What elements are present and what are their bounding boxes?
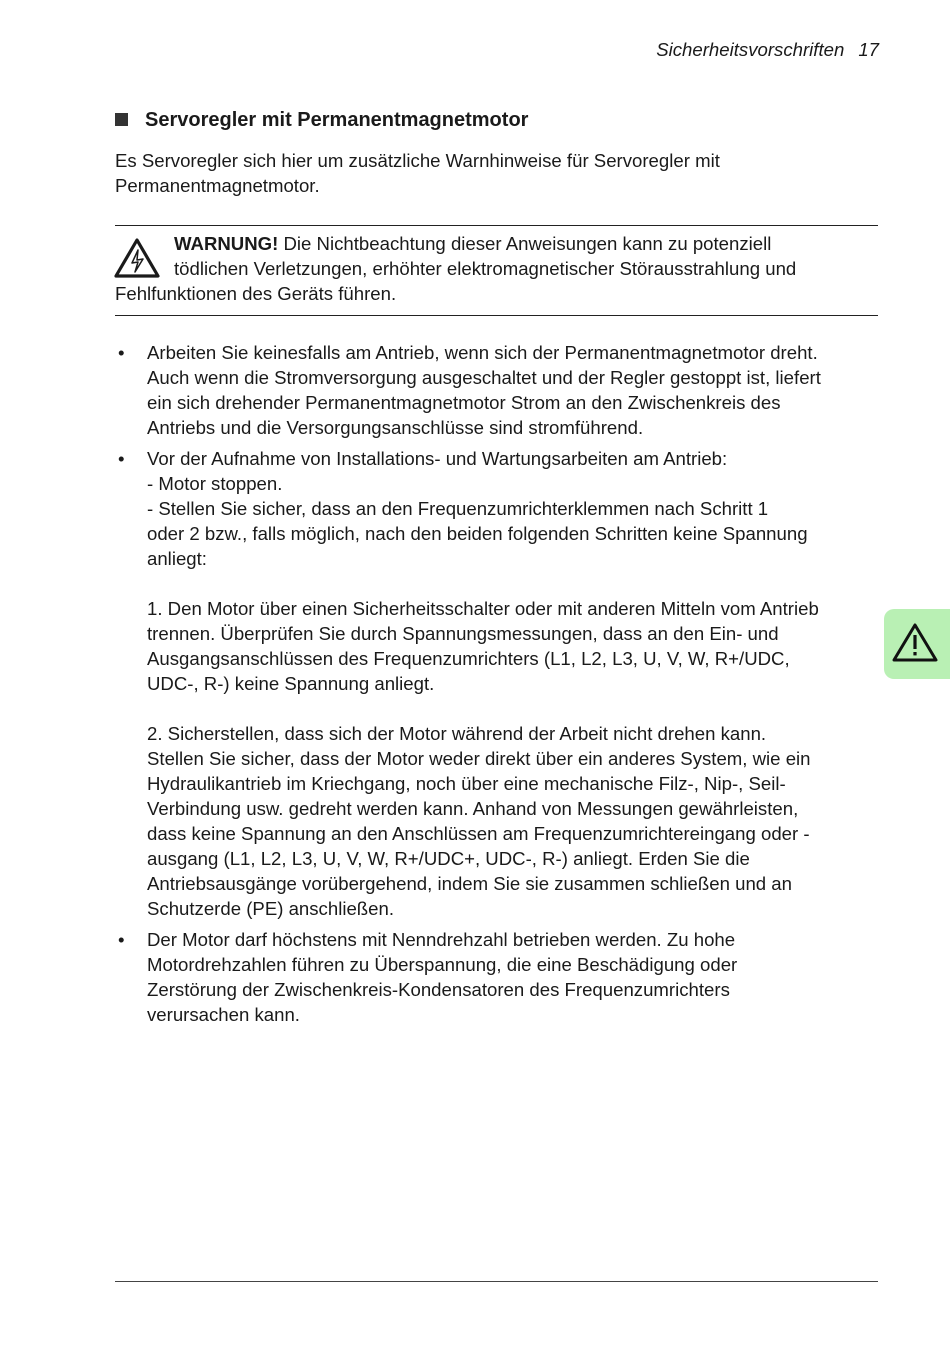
step1-line: Ausgangsanschlüssen des Frequenzumrichters (L1, L2, L3, U, V, W, R+/UDC, (147, 648, 790, 669)
list-item (115, 927, 880, 1027)
section-heading-text: Servoregler mit Permanentmagnetmotor (145, 109, 529, 131)
bullet-line: ein sich drehender Permanentmagnetmotor Strom an den Zwischenkreis des (147, 392, 781, 413)
bullet-line: Zerstörung der Zwischenkreis-Kondensatoren des Frequenzumrichters (147, 979, 730, 1000)
list-item (115, 340, 880, 440)
bullet-line: Auch wenn die Stromversorgung ausgeschaltet und der Regler gestoppt ist, liefert (147, 367, 821, 388)
step2-line: 2. Sicherstellen, dass sich der Motor während der Arbeit nicht drehen kann. (147, 723, 767, 744)
bullet-line: anliegt: (147, 548, 207, 569)
step2-line: ausgang (L1, L2, L3, U, V, W, R+/UDC+, UDC-, R-) anliegt. Erden Sie die (147, 848, 750, 869)
bullet-line: Arbeiten Sie keinesfalls am Antrieb, wenn sich der Permanentmagnetmotor dreht. (147, 342, 818, 363)
bullet-line: Antriebs und die Versorgungsanschlüsse sind stromführend. (147, 417, 644, 438)
warning-text: Die Nichtbeachtung dieser Anweisungen kann zu potenziell (278, 233, 772, 254)
step1-line: 1. Den Motor über einen Sicherheitsschalter oder mit anderen Mitteln vom Antrieb (147, 598, 819, 619)
paragraph-gap (147, 571, 880, 596)
warning-line: tödlichen Verletzungen, erhöhter elektromagnetischer Störausstrahlung und (174, 258, 797, 279)
step1-line: trennen. Überprüfen Sie durch Spannungsmessungen, dass an den Ein- und (147, 623, 779, 644)
warning-label: WARNUNG! (174, 233, 279, 254)
warning-line: Fehlfunktionen des Geräts führen. (115, 283, 397, 304)
page-number: 17 (858, 39, 879, 60)
step2-line: Hydraulikantrieb im Kriechgang, noch über eine mechanische Filz-, Nip-, Seil- (147, 773, 786, 794)
step2-line: Schutzerde (PE) anschließen. (147, 898, 395, 919)
step2-line: Verbindung usw. gedreht werden kann. Anhand von Messungen gewährleisten, (147, 798, 799, 819)
step2-line: Antriebsausgänge vorübergehend, indem Sie sie zusammen schließen und an (147, 873, 792, 894)
paragraph-gap (147, 696, 880, 721)
bullet-marker: • (118, 448, 125, 469)
step2-line: Stellen Sie sicher, dass der Motor weder direkt über ein anderes System, wie ein (147, 748, 811, 769)
bullet-line: oder 2 bzw., falls möglich, nach den beiden folgenden Schritten keine Spannung (147, 523, 808, 544)
header-section-title: Sicherheitsvorschriften (656, 39, 845, 60)
list-item (115, 446, 880, 921)
intro-line: Es Servoregler sich hier um zusätzliche Warnhinweise für Servoregler mit (115, 150, 720, 171)
side-warning-tab (884, 609, 950, 679)
bullet-line: - Stellen Sie sicher, dass an den Frequenzumrichterklemmen nach Schritt 1 (147, 498, 769, 519)
step2-line: dass keine Spannung an den Anschlüssen am Frequenzumrichtereingang oder - (147, 823, 810, 844)
bullet-line: verursachen kann. (147, 1004, 300, 1025)
bullet-line: Vor der Aufnahme von Installations- und Wartungsarbeiten am Antrieb: (147, 448, 728, 469)
footer-rule (115, 1281, 878, 1282)
warning-box (115, 231, 875, 306)
warning-line (115, 231, 875, 256)
warning-triangle-icon (892, 622, 938, 664)
bullet-line: Der Motor darf höchstens mit Nenndrehzahl betrieben werden. Zu hohe (147, 929, 736, 950)
warning-bottom-rule (115, 315, 878, 316)
intro-line: Permanentmagnetmotor. (115, 175, 320, 196)
bullet-marker: • (118, 929, 125, 950)
warning-top-rule (115, 225, 878, 226)
intro-paragraph (115, 148, 815, 198)
page-header (0, 37, 879, 62)
section-heading (115, 108, 528, 133)
step1-line: UDC-, R-) keine Spannung anliegt. (147, 673, 435, 694)
heading-square-bullet (115, 113, 128, 126)
bullet-line: - Motor stoppen. (147, 473, 283, 494)
bullet-list (115, 340, 880, 1033)
bullet-line: Motordrehzahlen führen zu Überspannung, die eine Beschädigung oder (147, 954, 738, 975)
bullet-marker: • (118, 342, 125, 363)
